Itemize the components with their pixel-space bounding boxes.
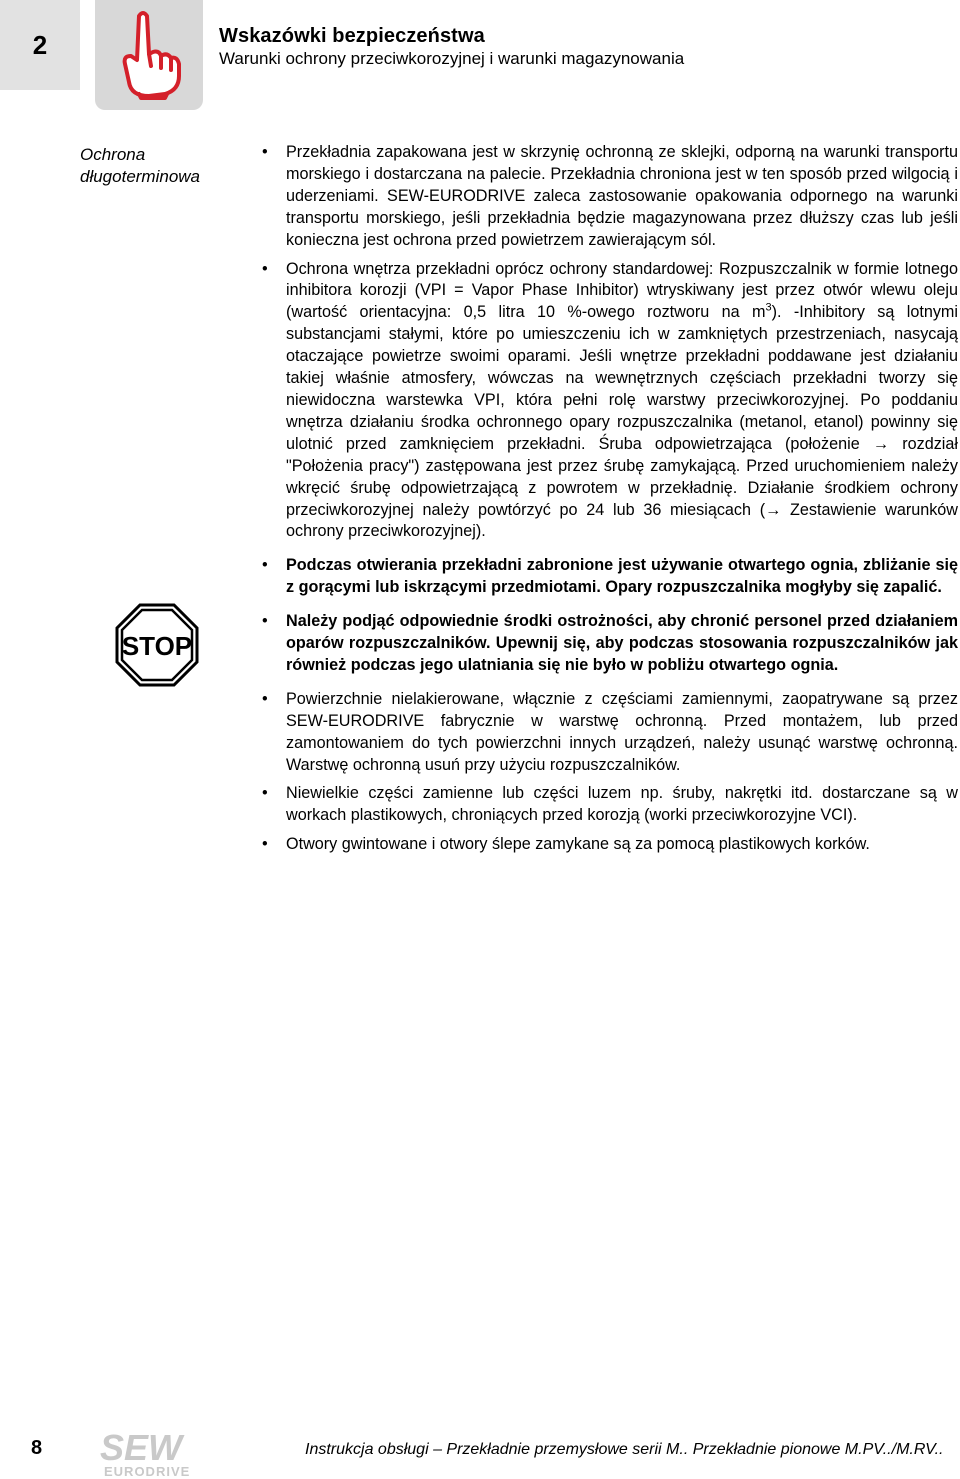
list-item: • Należy podjąć odpowiednie środki ostrożności, aby chronić personel przed działaniem oparów rozpuszczalników. Upewnij się, aby podczas stosowania rozpuszczalników jak również podczas jego ulatniania się nie było w pobliżu otwartego ognia. [262,612,958,674]
content [262,142,958,863]
instruction-list [262,142,958,856]
list-item: • Przekładnia zapakowana jest w skrzynię ochronną ze sklejki, odporną na warunki transportu morskiego i dostarczana na palecie. Przekładnia chroniona jest w ten sposób przed wilgocią i uderzeniami. SEW-EURODRIVE zaleca zastosowanie opakowania odpornego na warunki transportu morskiego, jeśli przekładnia będzie magazynowana przez dłuższy czas lub jeśli konieczna jest ochrona przed powietrzem zawierającym sól. [262,143,958,249]
pointing-hand-icon-box [95,0,203,110]
list-item: • Ochrona wnętrza przekładni oprócz ochrony standardowej: Rozpuszczalnik w formie lotnego inhibitora korozji (VPI = Vapor Phase Inhibitor) wtryskiwany jest przez otwór wlewu oleju (wartość orientacyjna: 0,5 litra 10 %-owego roztworu na $m^3$). -Inhibitory są lotnymi substancjami stałymi, które po umieszczeniu ich w zamkniętych przestrzeniach, nasycają otaczające powietrze swoimi oparami. Jeśli wnętrze przekładni poddawane jest działaniu takiej właśnie atmosfery, wówczas na wewnętrznych częściach przekładni tworzy się niewidoczna warstewka VPI, która pełni rolę warstwy przeciwkorozyjnej. Po poddaniu wnętrza działaniu środka ochronnego opary rozpuszczalnika (metanol, etanol) powinny się ulotnić przed zamknięciem przekładni. Śruba odpowietrzająca (położenie → rozdział "Położenia pracy") zastępowana jest przez śrubę zamykającą. Przed uruchomieniem należy wkręcić śrubę odpowietrzającą z powrotem w przekładnię. Działanie środkiem ochrony przeciwkorozyjnej należy powtórzyć po 24 lub 36 miesiącach (→ Zestawienie warunków ochrony przeciwkorozyjnej). [262,259,959,541]
bullet-icon: • [262,259,268,278]
bullet-icon: • [262,143,268,161]
bullet-icon: • [262,612,268,631]
list-item: • Niewielkie części zamienne lub części luzem np. śruby, nakrętki itd. dostarczane są w workach plastikowych, chroniących przed korozją (worki przeciwkorozyjne VCI). [262,784,958,825]
list-item: • Podczas otwierania przekładni zabronione jest używanie otwartego ognia, zbliżanie się z gorącymi lub iskrzącymi przedmiotami. Opary rozpuszczalnika mogłyby się zapalić. [262,556,958,597]
page-title: Wskazówki bezpieczeństwa [219,25,485,47]
pointing-hand-icon [109,8,189,102]
bullet-icon: • [262,689,268,708]
list-item: • Otwory gwintowane i otwory ślepe zamykane są za pomocą plastikowych korków. [262,834,958,856]
stop-sign-text: STOP [121,631,193,661]
svg-text:EURODRIVE: EURODRIVE [104,1464,191,1478]
sew-eurodrive-logo [98,1430,208,1478]
bullet-icon: • [262,784,268,803]
stop-sign-icon [115,603,199,687]
chapter-number: 2 [0,0,80,90]
bullet-icon: • [262,835,268,854]
footer-text: Instrukcja obsługi – Przekładnie przemysłowe serii M.. Przekładnie pionowe M.PV../M.RV.. [305,1441,944,1458]
list-item: • Powierzchnie nielakierowane, włącznie z częściami zamiennymi, zaopatrywane są przez SEW-EURODRIVE fabrycznie w warstwę ochronną. Przed montażem, lub przed zamontowaniem do tych powierzchni innych urządzeń, należy usunąć warstwę ochronną. Warstwę ochronną usuń przy użyciu rozpuszczalników. [262,689,958,774]
svg-text:SEW: SEW [100,1430,183,1468]
bullet-icon: • [262,556,268,575]
page-subtitle: Warunki ochrony przeciwkorozyjnej i warunki magazynowania [219,49,685,68]
page-number: 8 [31,1437,43,1459]
side-label: Ochrona długoterminowa [80,145,201,186]
